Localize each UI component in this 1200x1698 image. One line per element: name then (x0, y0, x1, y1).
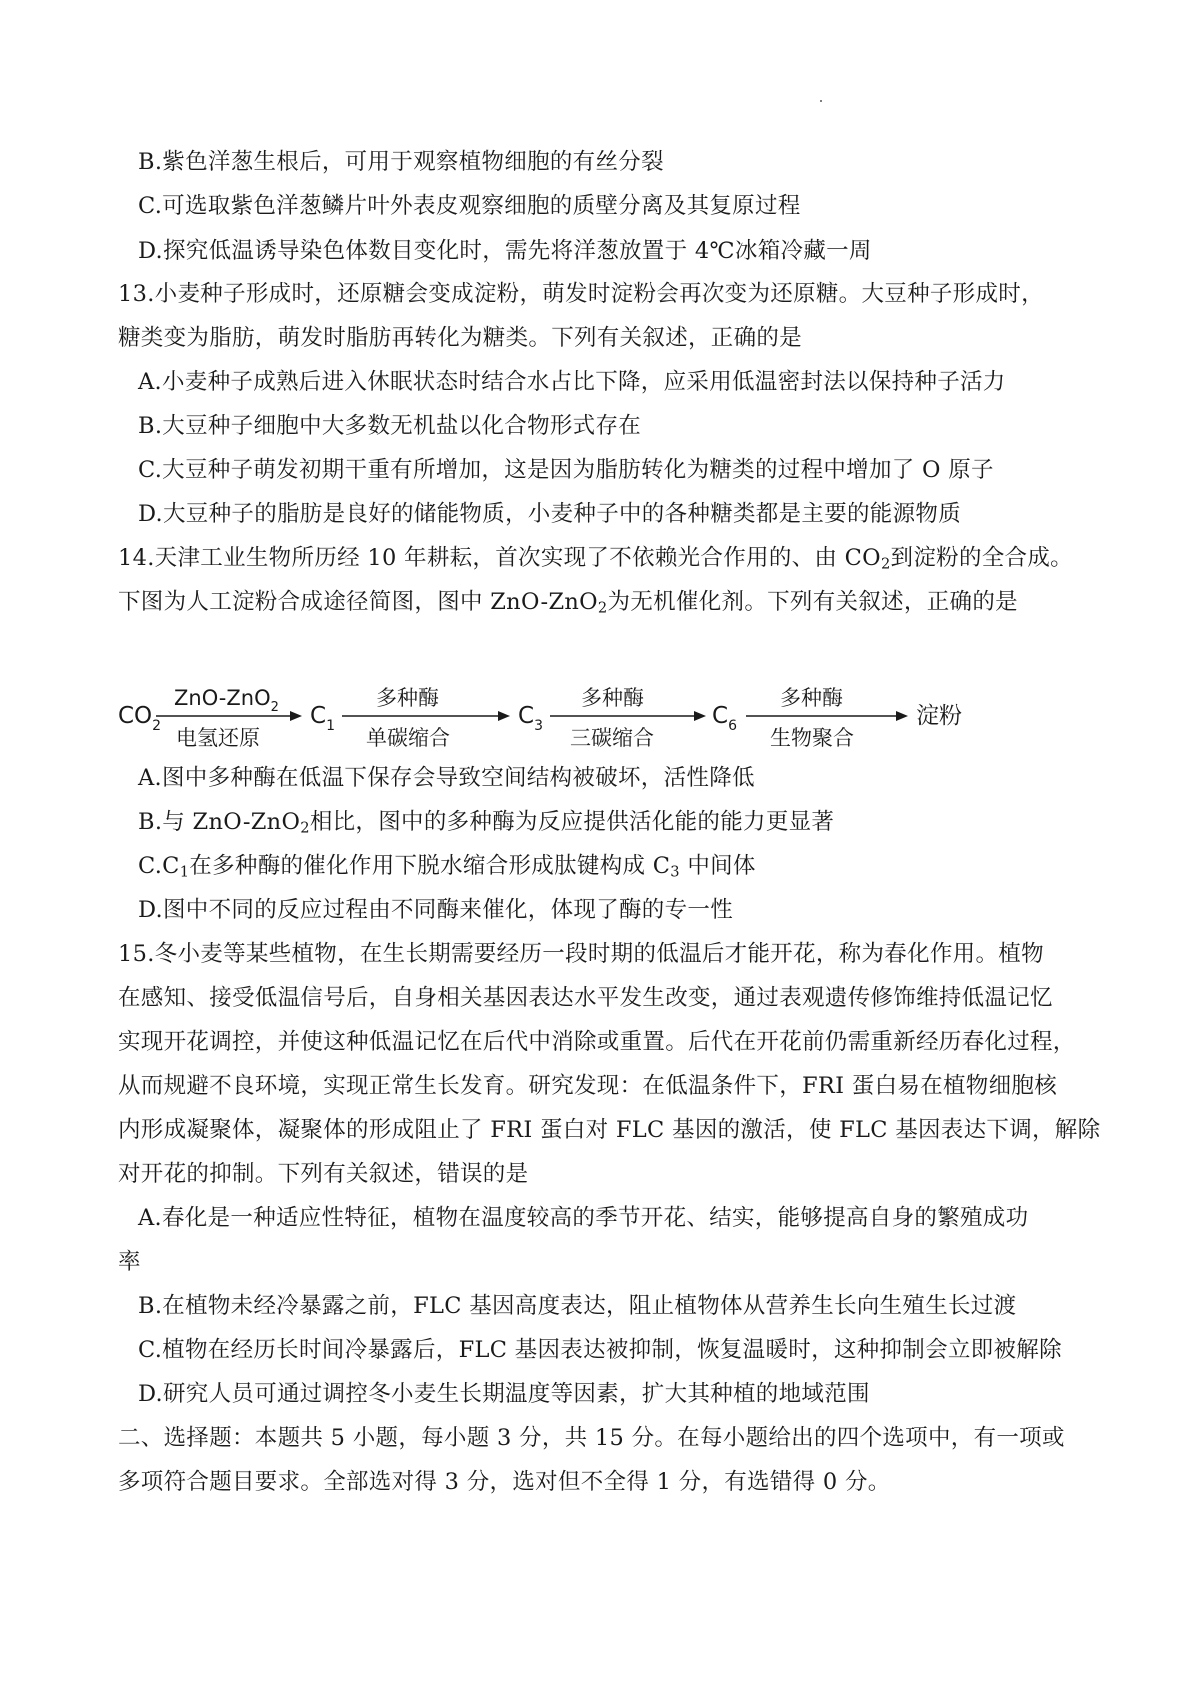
q15-stem-line3: 实现开花调控，并使这种低温记忆在后代中消除或重置。后代在开花前仍需重新经历春化过程， (118, 1029, 1076, 1055)
q13-option-a: A.小麦种子成熟后进入休眠状态时结合水占比下降，应采用低温密封法以保持种子活力 (138, 369, 1006, 395)
q14-stem-line1: 14.天津工业生物所历经 10 年耕耘，首次实现了不依赖光合作用的、由 $CO_2$到淀粉的全合成。 (118, 545, 1073, 573)
q14-option-d: D.图中不同的反应过程由不同酶来催化，体现了酶的专一性 (138, 897, 733, 923)
step1-process-label: 电氢还原 (176, 726, 260, 750)
q15-stem-line4: 从而规避不良环境，实现正常生长发育。研究发现：在低温条件下，FRI 蛋白易在植物细胞核 (118, 1073, 1057, 1099)
q15-option-d: D.研究人员可通过调控冬小麦生长期温度等因素，扩大其种植的地域范围 (138, 1381, 870, 1407)
q12-option-c: C.可选取紫色洋葱鳞片叶外表皮观察细胞的质壁分离及其复原过程 (138, 193, 801, 219)
step2-enzyme-label: 多种酶 (376, 686, 439, 710)
step3-enzyme-label: 多种酶 (581, 686, 644, 710)
section2-instructions-line2: 多项符合题目要求。全部选对得 3 分，选对但不全得 1 分，有选错得 0 分。 (118, 1469, 891, 1495)
starch-product-node: 淀粉 (916, 703, 962, 729)
q12-option-b: B.紫色洋葱生根后，可用于观察植物细胞的有丝分裂 (138, 149, 664, 175)
q15-option-c: C.植物在经历长时间冷暴露后，FLC 基因表达被抑制，恢复温暖时，这种抑制会立即被解除 (138, 1337, 1062, 1363)
q13-option-c: C.大豆种子萌发初期干重有所增加，这是因为脂肪转化为糖类的过程中增加了 O 原子 (138, 457, 994, 483)
q13-stem-line1: 13.小麦种子形成时，还原糖会变成淀粉，萌发时淀粉会再次变为还原糖。大豆种子形成时， (118, 281, 1044, 307)
scan-speck (820, 100, 822, 102)
arrow-step2-head (498, 711, 510, 721)
q14-option-a: A.图中多种酶在低温下保存会导致空间结构被破坏，活性降低 (138, 765, 755, 791)
section2-instructions-line1: 二、选择题：本题共 5 小题，每小题 3 分，共 15 分。在每小题给出的四个选项中，有一项或 (118, 1425, 1065, 1451)
q15-option-a-line1: A.春化是一种适应性特征，植物在温度较高的季节开花、结实，能够提高自身的繁殖成功 (138, 1205, 1029, 1231)
q15-option-a-line2: 率 (118, 1249, 141, 1275)
q15-stem-line5: 内形成凝聚体，凝聚体的形成阻止了 FRI 蛋白对 FLC 基因的激活，使 FLC 基因表达下调，解除 (118, 1117, 1101, 1143)
step1-catalyst-label: ZnO-ZnO$_2$ (174, 686, 279, 715)
step2-process-label: 单碳缩合 (366, 726, 450, 750)
arrow-step4-head (896, 711, 908, 721)
q14-stem-line2: 下图为人工淀粉合成途径简图，图中 ZnO-ZnO$_2$为无机催化剂。下列有关叙述，正确的是 (118, 589, 1018, 617)
c6-node: $C_6$ (712, 703, 737, 734)
arrow-step3-head (694, 711, 706, 721)
q12-option-d: D.探究低温诱导染色体数目变化时，需先将洋葱放置于 4℃冰箱冷藏一周 (138, 238, 872, 264)
q14-option-b: B.与 ZnO-ZnO$_2$相比，图中的多种酶为反应提供活化能的能力更显著 (138, 809, 835, 837)
q13-stem-line2: 糖类变为脂肪，萌发时脂肪再转化为糖类。下列有关叙述，正确的是 (118, 325, 803, 351)
starch-synthesis-pathway-diagram (118, 665, 1058, 755)
step3-process-label: 三碳缩合 (570, 726, 654, 750)
co2-node: $CO_2$ (118, 703, 162, 734)
c1-node: $C_1$ (310, 703, 335, 734)
q15-stem-line6: 对开花的抑制。下列有关叙述，错误的是 (118, 1161, 529, 1187)
q13-option-d: D.大豆种子的脂肪是良好的储能物质，小麦种子中的各种糖类都是主要的能源物质 (138, 501, 961, 527)
q14-option-c: $C.C_1$在多种酶的催化作用下脱水缩合形成肽键构成 $C_3$ 中间体 (138, 853, 756, 881)
q13-option-b: B.大豆种子细胞中大多数无机盐以化合物形式存在 (138, 413, 642, 439)
step4-enzyme-label: 多种酶 (780, 686, 843, 710)
q15-stem-line1: 15.冬小麦等某些植物，在生长期需要经历一段时期的低温后才能开花，称为春化作用。植物 (118, 941, 1044, 967)
step4-process-label: 生物聚合 (770, 726, 854, 750)
arrow-step1-head (290, 711, 302, 721)
q15-stem-line2: 在感知、接受低温信号后，自身相关基因表达水平发生改变，通过表观遗传修饰维持低温记忆 (118, 985, 1053, 1011)
q15-option-b: B.在植物未经冷暴露之前，FLC 基因高度表达，阻止植物体从营养生长向生殖生长过渡 (138, 1293, 1017, 1319)
c3-node: $C_3$ (518, 703, 543, 734)
